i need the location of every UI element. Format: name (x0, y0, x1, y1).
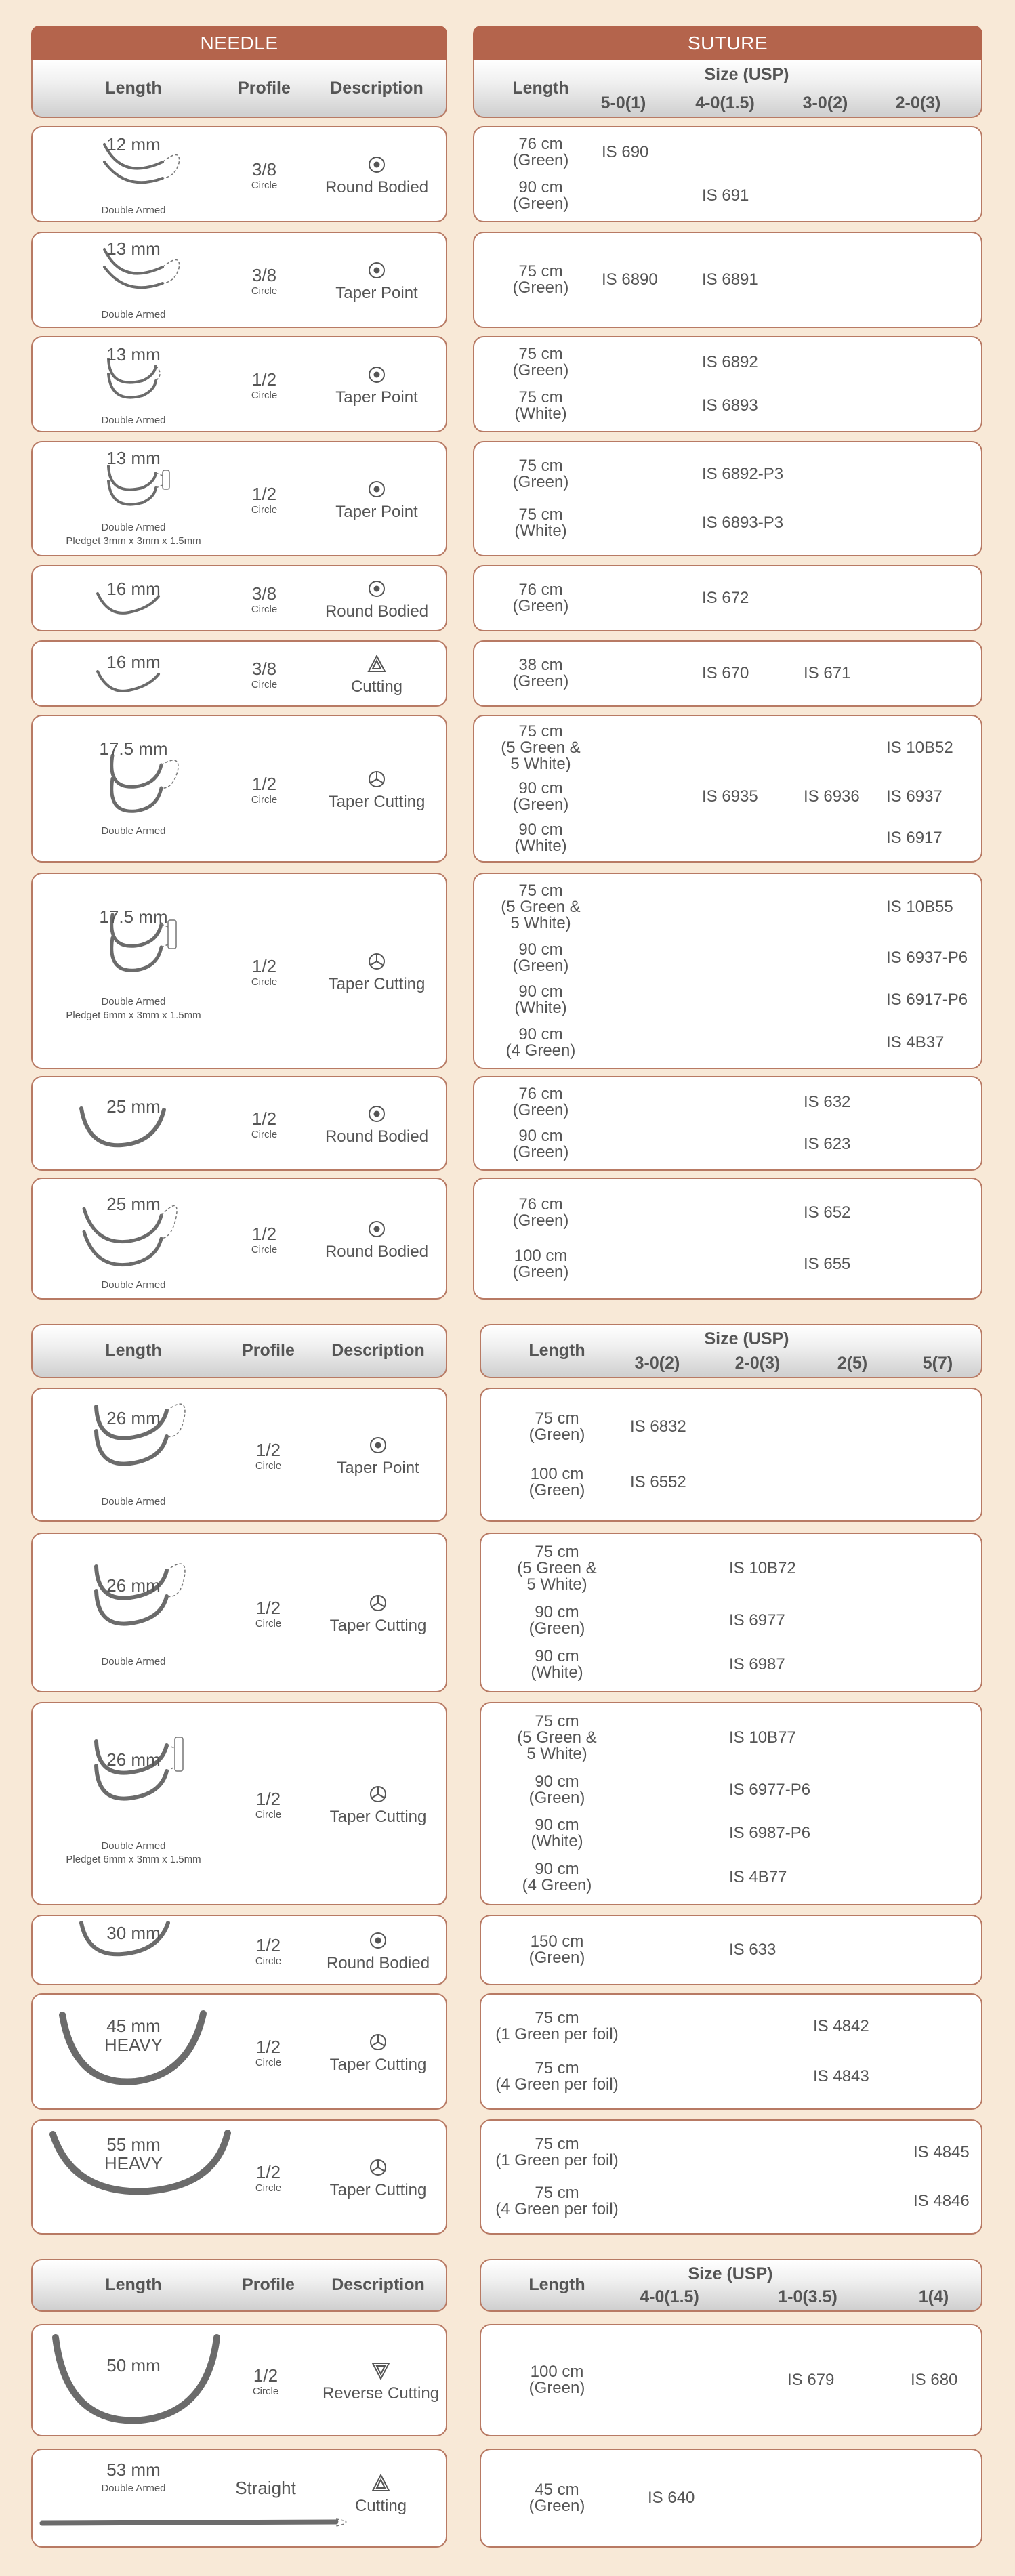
round-bodied-icon (368, 1930, 388, 1951)
needle-description: Round Bodied (326, 1954, 430, 1972)
taper-point-icon (367, 365, 387, 385)
taper-cutting-icon (368, 1593, 388, 1613)
header-description: Description (331, 2275, 425, 2294)
double-armed-label: Double Armed (101, 309, 166, 320)
needle-description: Taper Cutting (329, 1617, 427, 1635)
double-armed-label: Double Armed (101, 522, 166, 533)
cutting-icon (367, 654, 387, 674)
header-length: Length (105, 79, 162, 98)
needle-length: 55 mm (106, 2134, 161, 2155)
needle-description: Cutting (350, 678, 403, 696)
product-code: IS 671 (804, 664, 851, 682)
needle-length: 53 mm (106, 2459, 161, 2480)
needle-heavy-label: HEAVY (104, 2153, 163, 2174)
suture-length: (Green) (529, 1619, 585, 1638)
circle-label: Circle (255, 2057, 282, 2069)
reverse-cutting-icon (371, 2361, 391, 2381)
double-armed-label: Double Armed (101, 1496, 166, 1508)
pledget-label: Pledget 3mm x 3mm x 1.5mm (66, 535, 201, 547)
suture-length: 90 cm (518, 1127, 563, 1146)
needle-banner: NEEDLE (31, 26, 447, 60)
suture-length: (White) (531, 1663, 583, 1682)
suture-length: 75 cm (535, 2009, 579, 2028)
needle-description: Taper Cutting (329, 1808, 427, 1826)
needle-length: 25 mm (106, 1096, 161, 1117)
needle-length: 13 mm (106, 344, 161, 365)
needle-profile: 1/2 (253, 2365, 278, 2386)
suture-length: (Green) (512, 151, 569, 170)
suture-length: 100 cm (530, 1465, 584, 1483)
suture-length: (Green) (529, 1426, 585, 1444)
header-length: Length (105, 2275, 162, 2294)
taper-cutting-icon (367, 769, 387, 789)
suture-length: 75 cm (535, 1543, 579, 1561)
needle-profile: 1/2 (251, 1224, 277, 1244)
taper-point-icon (367, 479, 387, 499)
needle-length: 26 mm (106, 1408, 161, 1428)
suture-length: (Green) (529, 2379, 585, 2397)
circle-label: Circle (255, 1618, 282, 1629)
needle-length: 26 mm (106, 1749, 161, 1770)
product-code: IS 4B37 (886, 1033, 945, 1052)
suture-length: 75 cm (535, 2134, 579, 2153)
needle-profile: Straight (235, 2478, 296, 2498)
product-code: IS 6977-P6 (729, 1780, 811, 1799)
product-code: IS 4B77 (729, 1868, 787, 1887)
suture-length: (Green) (512, 956, 569, 975)
needle-description: Taper Point (335, 503, 418, 521)
suture-length: 100 cm (530, 2363, 584, 2381)
needle-drawing (83, 1732, 198, 1813)
needle-profile: 1/2 (255, 1789, 281, 1809)
needle-profile: 1/2 (255, 2037, 281, 2057)
circle-label: Circle (251, 504, 278, 516)
product-code: IS 10B72 (729, 1559, 796, 1577)
taper-point-icon (368, 1435, 388, 1455)
round-bodied-icon (367, 579, 387, 599)
product-code: IS 6891 (702, 270, 758, 289)
taper-cutting-icon (368, 2032, 388, 2052)
suture-length: 5 White) (526, 1744, 587, 1763)
suture-length: (Green) (529, 1788, 585, 1807)
product-code: IS 6893-P3 (702, 514, 784, 533)
suture-length: 75 cm (535, 1711, 579, 1730)
needle-description: Taper Cutting (329, 2181, 427, 2199)
circle-label: Circle (255, 1955, 282, 1967)
product-code: IS 690 (602, 143, 649, 162)
suture-card (480, 1388, 982, 1522)
circle-label: Circle (251, 180, 278, 191)
product-code: IS 6893 (702, 396, 758, 415)
suture-length: (Green) (512, 1100, 569, 1119)
round-bodied-icon (367, 1104, 387, 1124)
needle-length: 45 mm (106, 2016, 161, 2036)
product-code: IS 6937-P6 (886, 948, 968, 967)
taper-cutting-icon (367, 951, 387, 972)
suture-length: 75 cm (535, 2058, 579, 2077)
needle-profile: 1/2 (255, 1935, 281, 1955)
product-code: IS 6832 (630, 1417, 686, 1436)
product-code: IS 672 (702, 589, 749, 607)
product-code: IS 10B52 (886, 738, 953, 757)
circle-label: Circle (251, 285, 278, 297)
suture-length: 76 cm (518, 1084, 563, 1103)
circle-label: Circle (251, 604, 278, 615)
pledget-label: Pledget 6mm x 3mm x 1.5mm (66, 1854, 201, 1865)
needle-length: 25 mm (106, 1194, 161, 1214)
product-code: IS 6552 (630, 1473, 686, 1491)
needle-profile: 3/8 (251, 659, 277, 679)
double-armed-label: Double Armed (101, 825, 166, 837)
circle-label: Circle (251, 1244, 278, 1255)
suture-length: 75 cm (518, 262, 563, 281)
suture-length: 90 cm (535, 1603, 579, 1621)
suture-length: 90 cm (518, 982, 563, 1001)
header-size-usp: Size (USP) (704, 1329, 789, 1348)
circle-label: Circle (252, 2386, 279, 2397)
suture-length: (White) (514, 999, 567, 1018)
suture-length: (Green) (529, 1481, 585, 1499)
needle-profile: 1/2 (251, 484, 277, 504)
product-code: IS 6937 (886, 787, 942, 806)
needle-length: 17.5 mm (99, 907, 168, 927)
suture-length: (1 Green per foil) (495, 2025, 619, 2044)
needle-profile: 1/2 (251, 369, 277, 390)
product-code: IS 6892-P3 (702, 464, 784, 483)
circle-label: Circle (255, 1460, 282, 1472)
circle-label: Circle (251, 1129, 278, 1140)
suture-length: 90 cm (535, 1860, 579, 1879)
double-armed-label: Double Armed (101, 2482, 166, 2494)
pledget-label: Pledget 6mm x 3mm x 1.5mm (66, 1010, 201, 1021)
double-armed-label: Double Armed (101, 996, 166, 1007)
suture-length: (5 Green & (517, 1728, 597, 1747)
suture-length: (Green) (512, 672, 569, 690)
product-code: IS 680 (911, 2371, 958, 2389)
circle-label: Circle (251, 976, 278, 988)
needle-drawing (46, 2331, 229, 2432)
header-size-col: 5(7) (922, 1354, 953, 1373)
needle-description: Cutting (354, 2497, 407, 2515)
suture-length: 75 cm (518, 456, 563, 475)
product-code: IS 4843 (813, 2066, 869, 2085)
suture-length: (5 Green & (501, 897, 581, 916)
double-armed-label: Double Armed (101, 1279, 166, 1291)
product-code: IS 623 (804, 1135, 851, 1154)
header-size-col: 2-0(3) (895, 94, 941, 112)
suture-length: (Green) (512, 1263, 569, 1281)
product-code: IS 6917-P6 (886, 991, 968, 1010)
header-size-usp: Size (USP) (704, 65, 789, 84)
suture-length: (White) (514, 522, 567, 541)
product-code: IS 6917 (886, 828, 942, 847)
suture-length: (White) (514, 836, 567, 855)
header-size-col: 1(4) (918, 2287, 949, 2306)
header-suture-length: Length (512, 79, 569, 98)
suture-length: 150 cm (530, 1932, 584, 1951)
header-size-usp: Size (USP) (688, 2264, 773, 2283)
product-code: IS 4845 (913, 2142, 970, 2161)
needle-length: 50 mm (106, 2355, 161, 2375)
suture-length: 5 White) (526, 1575, 587, 1594)
header-profile: Profile (242, 1341, 295, 1360)
product-code: IS 633 (729, 1940, 776, 1959)
suture-length: 90 cm (535, 1772, 579, 1791)
circle-label: Circle (255, 1809, 282, 1821)
product-code: IS 655 (804, 1255, 851, 1273)
suture-length: (White) (514, 404, 567, 423)
needle-description: Round Bodied (325, 1127, 429, 1146)
needle-profile: 1/2 (251, 1108, 277, 1129)
suture-length: (Green) (512, 361, 569, 380)
suture-length: (4 Green per foil) (495, 2075, 619, 2094)
product-code: IS 6935 (702, 787, 758, 806)
suture-length: (Green) (512, 1211, 569, 1230)
needle-profile: 3/8 (251, 265, 277, 285)
needle-description: Taper Cutting (328, 793, 426, 811)
product-code: IS 6936 (804, 787, 860, 806)
suture-length: 90 cm (518, 820, 563, 839)
suture-length: (White) (531, 1832, 583, 1851)
suture-length: (Green) (512, 1143, 569, 1162)
suture-length: 75 cm (535, 2184, 579, 2203)
suture-length: (4 Green per foil) (495, 2200, 619, 2219)
cutting-icon (371, 2473, 391, 2493)
needle-length: 13 mm (106, 448, 161, 468)
round-bodied-icon (367, 1219, 387, 1239)
needle-description: Taper Point (335, 388, 418, 407)
header-size-col: 3-0(2) (802, 94, 848, 112)
needle-profile: 3/8 (251, 583, 277, 604)
needle-profile: 1/2 (255, 1598, 281, 1618)
needle-description: Reverse Cutting (322, 2384, 440, 2403)
product-code: IS 6977 (729, 1611, 785, 1629)
suture-length: 5 White) (510, 913, 571, 932)
suture-length: 75 cm (518, 388, 563, 407)
product-code: IS 4842 (813, 2017, 869, 2036)
suture-length: (Green) (512, 194, 569, 213)
taper-cutting-icon (368, 1784, 388, 1804)
header-suture-length: Length (529, 1341, 585, 1360)
needle-length: 16 mm (106, 652, 161, 672)
needle-description: Round Bodied (325, 178, 429, 196)
header-description: Description (331, 1341, 425, 1360)
product-code: IS 10B55 (886, 897, 953, 916)
suture-length: (Green) (529, 2497, 585, 2515)
product-code: IS 6987-P6 (729, 1824, 811, 1843)
suture-length: 38 cm (518, 656, 563, 674)
suture-length: (4 Green) (522, 1876, 592, 1895)
needle-heavy-label: HEAVY (104, 2035, 163, 2055)
suture-length: 75 cm (518, 505, 563, 524)
suture-banner: SUTURE (473, 26, 982, 60)
product-code: IS 4846 (913, 2192, 970, 2211)
needle-profile: 1/2 (255, 2162, 281, 2182)
header-size-col: 2(5) (837, 1354, 868, 1373)
suture-length: (5 Green & (517, 1559, 597, 1577)
product-code: IS 691 (702, 186, 749, 205)
header-size-col: 3-0(2) (634, 1354, 680, 1373)
product-code: IS 679 (787, 2371, 835, 2389)
suture-length: 90 cm (518, 1025, 563, 1044)
needle-profile: 1/2 (251, 774, 277, 794)
needle-profile: 3/8 (251, 159, 277, 180)
taper-cutting-icon (368, 2157, 388, 2178)
header-profile: Profile (242, 2275, 295, 2294)
suture-length: 45 cm (535, 2480, 579, 2499)
suture-length: 76 cm (518, 1195, 563, 1213)
needle-description: Round Bodied (325, 602, 429, 621)
double-armed-label: Double Armed (101, 415, 166, 426)
needle-description: Taper Point (337, 1459, 419, 1477)
needle-description: Round Bodied (325, 1243, 429, 1261)
needle-profile: 1/2 (255, 1440, 281, 1460)
product-code: IS 640 (648, 2489, 695, 2507)
suture-length: 100 cm (514, 1247, 568, 1265)
suture-length: (4 Green) (505, 1041, 576, 1060)
suture-length: (Green) (512, 795, 569, 814)
product-code: IS 6892 (702, 353, 758, 372)
header-size-col: 5-0(1) (600, 94, 646, 112)
product-code: IS 6890 (602, 270, 658, 289)
header-size-col: 1-0(3.5) (778, 2287, 837, 2306)
suture-length: 90 cm (535, 1647, 579, 1665)
circle-label: Circle (255, 2182, 282, 2194)
header-size-col: 2-0(3) (734, 1354, 781, 1373)
suture-length: (Green) (512, 597, 569, 615)
suture-length: 75 cm (518, 345, 563, 364)
needle-profile: 1/2 (251, 956, 277, 976)
taper-point-icon (367, 260, 387, 281)
suture-length: 75 cm (535, 1409, 579, 1428)
product-code: IS 670 (702, 664, 749, 682)
suture-length: 90 cm (518, 940, 563, 959)
suture-length: 90 cm (535, 1816, 579, 1835)
header-size-col: 4-0(1.5) (640, 2287, 699, 2306)
suture-length: 76 cm (518, 135, 563, 154)
suture-length: (Green) (512, 472, 569, 491)
circle-label: Circle (251, 794, 278, 806)
round-bodied-icon (367, 154, 387, 175)
header-length: Length (105, 1341, 162, 1360)
product-code: IS 10B77 (729, 1728, 796, 1747)
product-code: IS 632 (804, 1092, 851, 1111)
product-code: IS 6987 (729, 1655, 785, 1674)
needle-drawing (38, 2512, 356, 2533)
needle-length: 13 mm (106, 238, 161, 259)
needle-length: 17.5 mm (99, 739, 168, 759)
circle-label: Circle (251, 679, 278, 690)
circle-label: Circle (251, 390, 278, 401)
suture-length: (1 Green per foil) (495, 2151, 619, 2169)
suture-length: (5 Green & (501, 738, 581, 757)
needle-length: 12 mm (106, 134, 161, 154)
suture-length: 75 cm (518, 881, 563, 900)
needle-length: 26 mm (106, 1575, 161, 1596)
needle-length: 30 mm (106, 1923, 161, 1943)
product-code: IS 652 (804, 1203, 851, 1222)
header-suture-length: Length (529, 2275, 585, 2294)
suture-length: 5 White) (510, 754, 571, 773)
double-armed-label: Double Armed (101, 1840, 166, 1852)
double-armed-label: Double Armed (101, 205, 166, 216)
header-profile: Profile (238, 79, 291, 98)
needle-description: Taper Point (335, 284, 418, 302)
suture-length: (Green) (512, 278, 569, 297)
suture-length: 90 cm (518, 779, 563, 797)
double-armed-label: Double Armed (101, 1656, 166, 1667)
suture-length: 90 cm (518, 178, 563, 196)
suture-length: 76 cm (518, 581, 563, 599)
needle-description: Taper Cutting (328, 975, 426, 993)
header-description: Description (330, 79, 423, 98)
suture-length: 75 cm (518, 722, 563, 741)
suture-length: (Green) (529, 1949, 585, 1967)
needle-description: Taper Cutting (329, 2056, 427, 2074)
header-size-col: 4-0(1.5) (695, 94, 755, 112)
needle-length: 16 mm (106, 579, 161, 599)
